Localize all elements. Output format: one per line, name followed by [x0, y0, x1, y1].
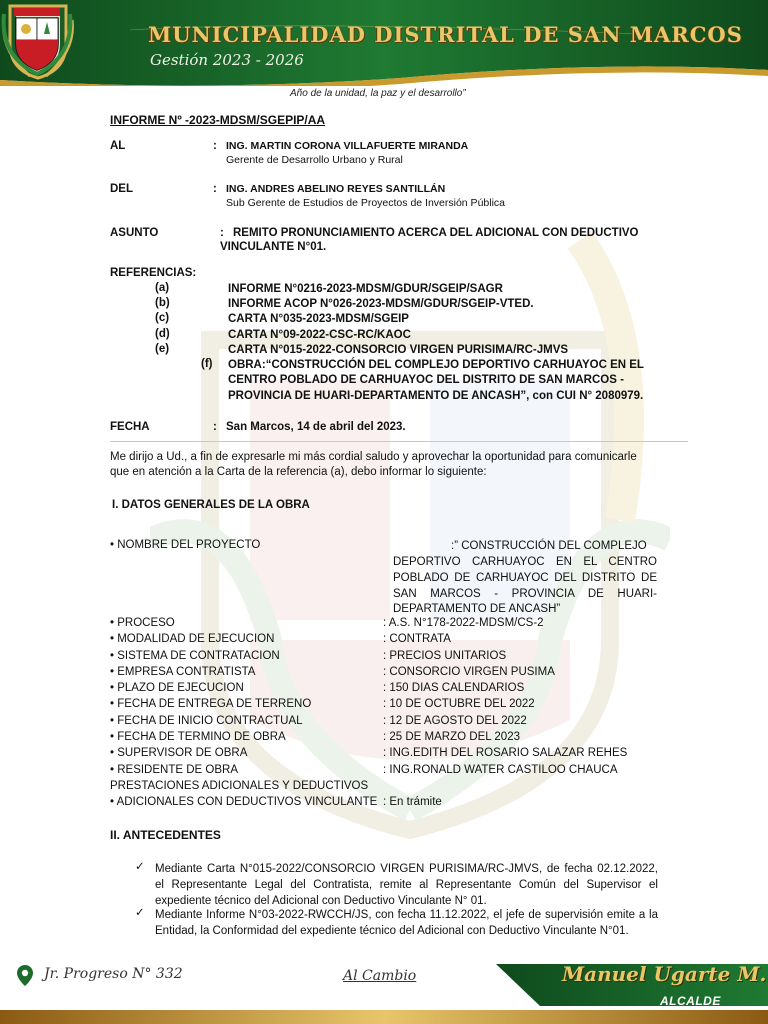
reference-text: CARTA N°015-2022-CONSORCIO VIRGEN PURISIMA/RC-JMVS — [228, 344, 569, 356]
del-role: Sub Gerente de Estudios de Proyectos de Inversión Pública — [226, 197, 505, 209]
informe-title: INFORME Nº -2023-MDSM/SGEPIP/AA — [110, 113, 326, 127]
asunto-line1: REMITO PRONUNCIAMIENTO ACERCA DEL ADICIONAL CON DEDUCTIVO — [233, 227, 639, 239]
general-data-label: • RESIDENTE DE OBRA — [110, 764, 238, 776]
year-motto: Año de la unidad, la paz y el desarrollo” — [290, 88, 466, 99]
reference-text: CARTA N°09-2022-CSC-RC/KAOC — [228, 329, 411, 341]
general-data-value: : En trámite — [383, 796, 442, 808]
general-data-value: : PRECIOS UNITARIOS — [383, 650, 507, 662]
antecedente-item: Mediante Carta N°015-2022/CONSORCIO VIRGEN PURISIMA/RC-JMVS, de fecha 02.12.2022, el Representante Legal del Contratista, remite al Representante Común del Supervisor el expediente técnico del Adicional con Deductivo Vinculante N° 01. — [155, 863, 658, 907]
reference-letter-f: (f) — [201, 358, 213, 370]
reference-text: CARTA N°035-2023-MDSM/SGEIP — [228, 313, 409, 325]
reference-f-line1: OBRA:“CONSTRUCCIÓN DEL COMPLEJO DEPORTIVO CARHUAYOC EN EL — [228, 359, 644, 371]
general-data-value: : 12 DE AGOSTO DEL 2022 — [383, 715, 527, 727]
project-name-label: • NOMBRE DEL PROYECTO — [110, 539, 261, 551]
general-data-value: : A.S. N°178-2022-MDSM/CS-2 — [383, 617, 544, 629]
general-data-label: • FECHA DE INICIO CONTRACTUAL — [110, 715, 303, 727]
reference-letter: (e) — [155, 343, 170, 355]
del-colon: : — [213, 183, 217, 195]
asunto-label: ASUNTO — [110, 227, 159, 239]
general-data-label: • MODALIDAD DE EJECUCION — [110, 633, 275, 645]
footer-slogan: Al Cambio — [343, 968, 417, 984]
reference-letter: (b) — [155, 297, 170, 309]
fecha-colon: : — [213, 421, 217, 433]
term-subtitle: Gestión 2023 - 2026 — [150, 51, 304, 69]
reference-text: INFORME N°0216-2023-MDSM/GDUR/SGEIP/SAGR — [228, 283, 503, 295]
reference-letter: (c) — [155, 312, 170, 324]
general-data-label: • PROCESO — [110, 617, 175, 629]
general-data-label: • EMPRESA CONTRATISTA — [110, 666, 256, 678]
reference-letter: (d) — [155, 328, 170, 340]
general-data-label: PRESTACIONES ADICIONALES Y DEDUCTIVOS — [110, 780, 369, 792]
project-name-line: :” CONSTRUCCIÓN DEL COMPLEJO — [451, 540, 647, 552]
fecha-value: San Marcos, 14 de abril del 2023. — [226, 421, 406, 433]
general-data-value: : CONTRATA — [383, 633, 451, 645]
general-data-label: • FECHA DE TERMINO DE OBRA — [110, 731, 286, 743]
general-data-value: : ING.RONALD WATER CASTILOO CHAUCA — [383, 764, 618, 776]
general-data-value: : 150 DIAS CALENDARIOS — [383, 682, 525, 694]
al-colon: : — [213, 140, 217, 152]
al-name: ING. MARTIN CORONA VILLAFUERTE MIRANDA — [226, 140, 469, 152]
intro-line2: que en atención a la Carta de la referencia (a), debo informar lo siguiente: — [110, 466, 487, 478]
reference-letter: (a) — [155, 282, 170, 294]
general-data-label: • FECHA DE ENTREGA DE TERRENO — [110, 698, 312, 710]
municipality-title: MUNICIPALIDAD DISTRITAL DE SAN MARCOS — [148, 22, 743, 47]
general-data-value: : CONSORCIO VIRGEN PUSIMA — [383, 666, 555, 678]
general-data-label: • SUPERVISOR DE OBRA — [110, 747, 248, 759]
al-role: Gerente de Desarrollo Urbano y Rural — [226, 154, 403, 166]
section2-title: II. ANTECEDENTES — [110, 828, 221, 842]
asunto-line2: VINCULANTE N°01. — [220, 241, 327, 253]
project-name-line: POBLADO DE CARHUAYOC DEL DISTRITO DE — [393, 572, 657, 584]
location-pin-icon — [16, 964, 34, 988]
section1-title: I. DATOS GENERALES DE LA OBRA — [112, 499, 310, 511]
intro-line1: Me dirijo a Ud., a fin de expresarle mi más cordial saludo y aprovechar la oportunidad para comunicarle — [110, 451, 637, 463]
fecha-label: FECHA — [110, 421, 150, 433]
project-name-line: DEPARTAMENTO DE ANCASH” — [393, 603, 561, 615]
mayor-signature: Manuel Ugarte M. — [562, 962, 767, 986]
check-icon: ✓ — [135, 907, 145, 919]
general-data-value: : 10 DE OCTUBRE DEL 2022 — [383, 698, 535, 710]
general-data-value: : 25 DE MARZO DEL 2023 — [383, 731, 520, 743]
header-divider — [110, 441, 688, 442]
general-data-label: • SISTEMA DE CONTRATACION — [110, 650, 280, 662]
del-name: ING. ANDRES ABELINO REYES SANTILLÁN — [226, 183, 446, 195]
general-data-label: • PLAZO DE EJECUCION — [110, 682, 244, 694]
reference-f-line3: PROVINCIA DE HUARI-DEPARTAMENTO DE ANCASH”, con CUI N° 2080979. — [228, 390, 644, 402]
asunto-colon: : — [220, 227, 224, 239]
project-name-line: DEPORTIVO CARHUAYOC EN EL CENTRO — [393, 556, 657, 568]
antecedente-item: Mediante Informe N°03-2022-RWCCH/JS, con fecha 11.12.2022, el jefe de supervisión emite a la Entidad, la Conformidad del expediente técnico del Adicional con Deductivo Vinculante N°01. — [155, 909, 658, 937]
general-data-label: • ADICIONALES CON DEDUCTIVOS VINCULANTE — [110, 796, 378, 808]
general-data-value: : ING.EDITH DEL ROSARIO SALAZAR REHES — [383, 747, 628, 759]
mayor-role: ALCALDE — [660, 994, 721, 1008]
project-name-line: SAN MARCOS - PROVINCIA DE HUARI- — [393, 588, 657, 600]
al-label: AL — [110, 140, 126, 152]
referencias-label: REFERENCIAS: — [110, 267, 197, 279]
check-icon: ✓ — [135, 861, 145, 873]
footer-address: Jr. Progreso N° 332 — [44, 966, 183, 982]
reference-text: INFORME ACOP N°026-2023-MDSM/GDUR/SGEIP-VTED. — [228, 298, 534, 310]
reference-f-line2: CENTRO POBLADO DE CARHUAYOC DEL DISTRITO DE SAN MARCOS - — [228, 374, 624, 386]
del-label: DEL — [110, 183, 133, 195]
